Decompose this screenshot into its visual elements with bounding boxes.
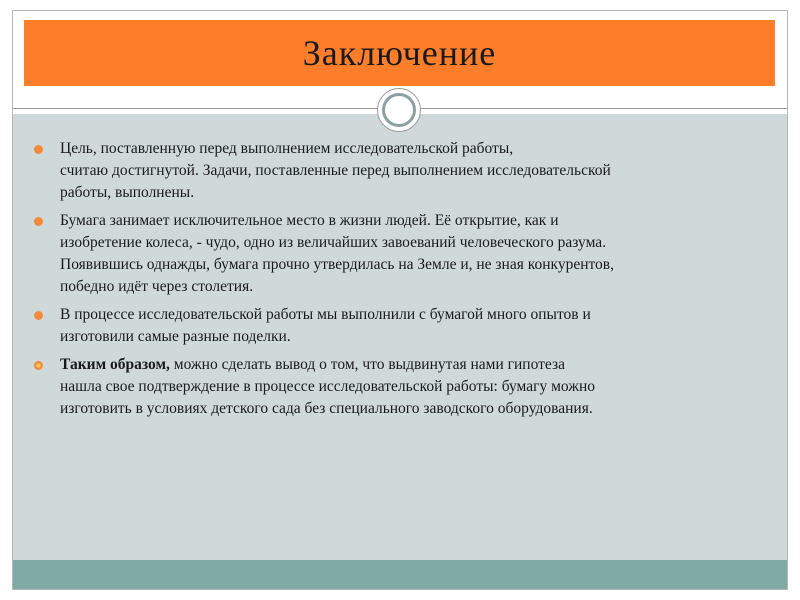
bullet-line: считаю достигнутой. Задачи, поставленные перед выполнением исследовательской: [60, 162, 611, 179]
bullet-line: изобретение колеса, - чудо, одно из величайших завоеваний человеческого разума.: [60, 234, 607, 251]
bullet-line: В процессе исследовательской работы мы выполнили с бумагой много опытов и: [60, 306, 591, 323]
bullet-line: победно идёт через столетия.: [60, 278, 254, 295]
bullet-line: Появившись однажды, бумага прочно утвердилась на Земле и, не зная конкурентов,: [60, 256, 615, 273]
bullet-item: [32, 138, 772, 204]
bullet-item: [32, 210, 772, 298]
bullet-star-icon: [34, 361, 43, 370]
bullet-dot-icon: [34, 145, 43, 154]
bullet-line: нашла свое подтверждение в процессе исследовательской работы: бумагу можно: [60, 378, 596, 395]
circle-ornament-inner: [382, 93, 416, 127]
bullet-line: работы, выполнены.: [60, 184, 195, 201]
title-bar: [24, 20, 775, 86]
bullet-line-rest: можно сделать вывод о том, что выдвинутая нами гипотеза: [169, 356, 565, 373]
bullet-line-first: [60, 354, 772, 376]
bullet-dot-icon: [34, 217, 43, 226]
circle-ornament-icon: [377, 88, 421, 132]
bullet-line: изготовили самые разные поделки.: [60, 328, 291, 345]
bold-prefix: Таким образом,: [60, 356, 170, 373]
bullet-line: Бумага занимает исключительное место в жизни людей. Её открытие, как и: [60, 212, 559, 229]
bullet-item: [32, 304, 772, 348]
bullet-dot-icon: [34, 311, 43, 320]
bullet-item: [32, 354, 772, 420]
bullet-line: изготовить в условиях детского сада без специального заводского оборудования.: [60, 400, 593, 417]
bullet-line: Цель, поставленную перед выполнением исследовательской работы,: [60, 140, 514, 157]
bullet-list: [32, 138, 772, 426]
slide-title: Заключение: [302, 33, 497, 73]
bottom-band: [13, 560, 787, 589]
